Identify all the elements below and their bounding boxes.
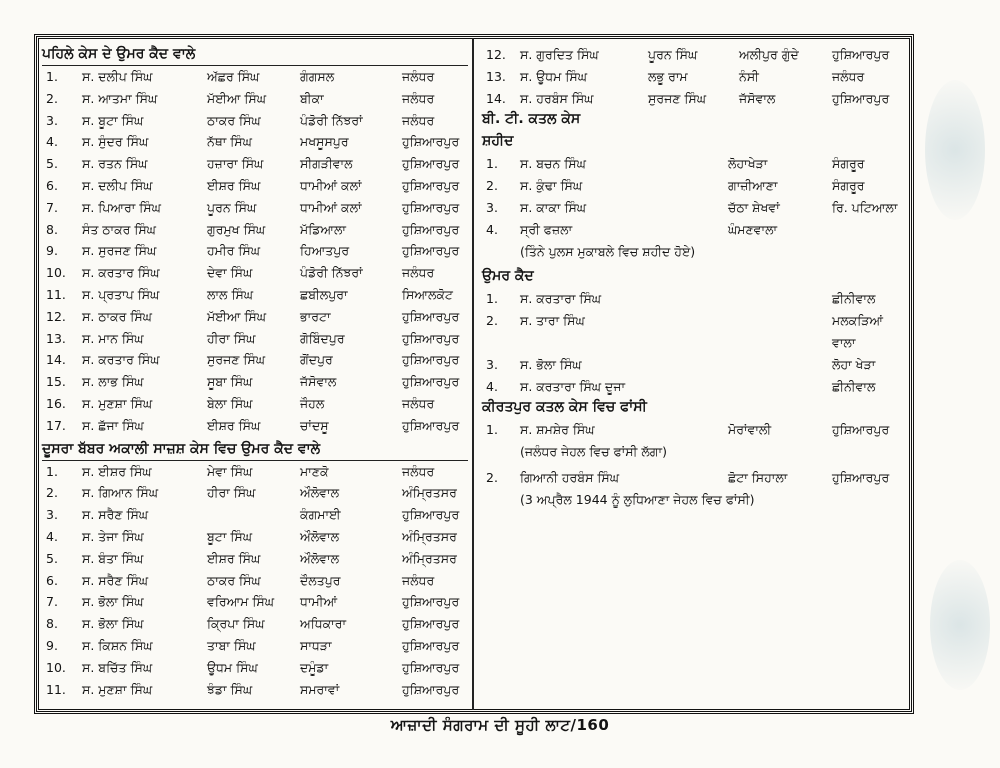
entry-number: 2. bbox=[486, 469, 498, 485]
entry-father: ਕ੍ਰਿਪਾ ਸਿੰਘ bbox=[207, 616, 265, 632]
entry-village: ਅਲੀਪੁਰ ਗੁੰਦੇ bbox=[739, 47, 799, 62]
list-item bbox=[42, 371, 468, 393]
second-case-continued-list bbox=[482, 44, 908, 109]
entry-father: ਗੁਰਮੁਖ ਸਿੰਘ bbox=[207, 221, 266, 237]
entry-num: 4. bbox=[46, 528, 58, 544]
entry-name: ਸ. ਛੱਜਾ ਸਿੰਘ bbox=[82, 417, 144, 433]
entry-father: ਸੁਰਜਣ ਸਿੰਘ bbox=[207, 352, 265, 368]
entry-name: ਸ. ਮਾਨ ਸਿੰਘ bbox=[82, 330, 144, 346]
list-item bbox=[42, 240, 468, 262]
entry-name: ਸ. ਈਸ਼ਰ ਸਿੰਘ bbox=[82, 463, 152, 479]
entry-father: ਠਾਕਰ ਸਿੰਘ bbox=[207, 112, 261, 128]
entry-name: ਸ. ਹਰਬੰਸ ਸਿੰਘ bbox=[520, 90, 594, 106]
entry-name: ਸ. ਬੂਟਾ ਸਿੰਘ bbox=[82, 112, 144, 128]
list-item bbox=[482, 467, 908, 489]
entry-village: ਅਧਿਕਾਰਾ bbox=[300, 616, 347, 632]
entry-district: ਜਲੰਧਰ bbox=[402, 90, 435, 106]
list-item bbox=[482, 66, 908, 88]
entry-father: ਨੱਥਾ ਸਿੰਘ bbox=[207, 134, 252, 150]
entry-father: ਊਧਮ ਸਿੰਘ bbox=[207, 659, 258, 675]
entry-name: ਸ. ਦਲੀਪ ਸਿੰਘ bbox=[82, 177, 153, 193]
entry-num: 6. bbox=[46, 177, 58, 193]
entry-father: ਮੱਈਆ ਸਿੰਘ bbox=[207, 308, 267, 324]
entry-district: ਰਿ. ਪਟਿਆਲਾ bbox=[832, 199, 898, 215]
entry-district: ਅੰਮ੍ਰਿਤਸਰ bbox=[402, 528, 457, 544]
entry-village: ਨੰਸੀ bbox=[739, 68, 759, 84]
entry-num: 8. bbox=[46, 221, 58, 237]
entry-village: ਕੰਗਮਾਈ bbox=[300, 507, 341, 523]
entry-district: ਹੁਸ਼ਿਆਰਪੁਰ bbox=[402, 243, 460, 259]
entry-district: ਛੀਨੀਵਾਲ bbox=[832, 378, 876, 394]
entry-num: 11. bbox=[46, 286, 66, 302]
list-item bbox=[42, 88, 468, 110]
entry-father: ਹੀਰਾ ਸਿੰਘ bbox=[207, 330, 256, 346]
list-item bbox=[42, 504, 468, 526]
entry-father: ਲਭੂ ਰਾਮ bbox=[648, 68, 688, 84]
entry-name: ਸ. ਰਤਨ ਸਿੰਘ bbox=[82, 156, 148, 172]
column-divider bbox=[472, 38, 474, 710]
entry-village: ਗੋਬਿੰਦਪੁਰ bbox=[300, 330, 345, 346]
list-item bbox=[482, 288, 908, 310]
entry-name: ਸ. ਮੁਣਸ਼ਾ ਸਿੰਘ bbox=[82, 681, 153, 697]
entry-district: ਜਲੰਧਰ bbox=[402, 572, 435, 588]
entry-father: ਅੱਛਰ ਸਿੰਘ bbox=[207, 69, 260, 84]
entry-district: ਹੁਸ਼ਿਆਰਪੁਰ bbox=[402, 417, 460, 433]
entry-num: 12. bbox=[46, 308, 66, 324]
entry-father: ਈਸ਼ਰ ਸਿੰਘ bbox=[207, 417, 261, 433]
entry-district: ਜਲੰਧਰ bbox=[402, 112, 435, 128]
first-case-list bbox=[42, 66, 468, 437]
entry-num: 9. bbox=[46, 637, 58, 653]
paper-stain bbox=[930, 560, 990, 690]
list-item bbox=[42, 393, 468, 415]
entry-num: 3. bbox=[46, 112, 58, 128]
entry-district: ਜਲੰਧਰ bbox=[402, 463, 435, 479]
entry-district: ਅੰਮ੍ਰਿਤਸਰ bbox=[402, 485, 457, 501]
entry-village: ਮੋਰਾਂਵਾਲੀ bbox=[728, 422, 772, 438]
list-item bbox=[482, 219, 908, 241]
entry-name: ਸ. ਕਰਤਾਰ ਸਿੰਘ bbox=[82, 265, 160, 281]
list-item bbox=[42, 461, 468, 483]
entry-num: 4. bbox=[486, 221, 498, 237]
entry-district: ਹੁਸ਼ਿਆਰਪੁਰ bbox=[402, 156, 460, 172]
entry-father: ਲਾਲ ਸਿੰਘ bbox=[207, 286, 254, 302]
entry-village: ਚੱਠਾ ਸ਼ੇਖਵਾਂ bbox=[728, 199, 780, 215]
list-item bbox=[42, 284, 468, 306]
second-case-list bbox=[42, 461, 468, 701]
entry-district: ਵਾਲਾ bbox=[832, 334, 856, 350]
entry-father: ਪੂਰਨ ਸਿੰਘ bbox=[207, 199, 257, 215]
entry-name: ਸ. ਪ੍ਰਤਾਪ ਸਿੰਘ bbox=[82, 286, 160, 302]
list-item bbox=[42, 175, 468, 197]
entry-name: ਸ. ਭੋਲਾ ਸਿੰਘ bbox=[520, 356, 582, 372]
entry-village: ਔਲੋਵਾਲ bbox=[300, 528, 340, 544]
entry-name: ਸ. ਸੁੰਦਰ ਸਿੰਘ bbox=[82, 134, 149, 150]
list-item bbox=[482, 354, 908, 376]
entry-district: ਹੁਸ਼ਿਆਰਪੁਰ bbox=[402, 221, 460, 237]
list-item bbox=[42, 657, 468, 679]
entry-num: 4. bbox=[486, 378, 498, 394]
entry-village: ਧਾਮੀਆਂ ਕਲਾਂ bbox=[300, 177, 362, 193]
entry-num: 14. bbox=[46, 352, 66, 368]
entry-name: ਸ. ਮੁਣਸ਼ਾ ਸਿੰਘ bbox=[82, 395, 153, 411]
entry-num: 16. bbox=[46, 395, 66, 411]
entry-village: ਪੰਡੋਰੀ ਨਿੱਝਰਾਂ bbox=[300, 265, 363, 281]
entry-num: 11. bbox=[46, 681, 66, 697]
entry-num: 4. bbox=[46, 134, 58, 150]
entry-father: ਝੰਡਾ ਸਿੰਘ bbox=[207, 681, 253, 697]
list-item bbox=[42, 197, 468, 219]
entry-name: ਸ. ਪਿਆਰਾ ਸਿੰਘ bbox=[82, 199, 161, 215]
entry-father: ਈਸ਼ਰ ਸਿੰਘ bbox=[207, 177, 261, 193]
entry-father: ਤਾਬਾ ਸਿੰਘ bbox=[207, 637, 256, 653]
paper-stain bbox=[925, 80, 985, 220]
list-item bbox=[42, 570, 468, 592]
entry-district: ਹੁਸ਼ਿਆਰਪੁਰ bbox=[402, 637, 460, 653]
entry-district: ਹੁਸ਼ਿਆਰਪੁਰ bbox=[832, 90, 890, 106]
entry-district: ਜਲੰਧਰ bbox=[402, 69, 435, 84]
entry-num: 2. bbox=[486, 178, 498, 194]
list-item bbox=[42, 262, 468, 284]
entry-district: ਹੁਸ਼ਿਆਰਪੁਰ bbox=[402, 330, 460, 346]
entry-father: ਹੀਰਾ ਸਿੰਘ bbox=[207, 485, 256, 501]
section-heading-bt-case: ਬੀ. ਟੀ. ਕਤਲ ਕੇਸ bbox=[482, 111, 581, 128]
entry-name: ਸ. ਬਚਨ ਸਿੰਘ bbox=[520, 156, 586, 172]
entry-village: ਪੰਡੋਰੀ ਨਿੱਝਰਾਂ bbox=[300, 112, 363, 128]
entry-village: ਬੀਕਾ bbox=[300, 90, 324, 106]
entry-district: ਜਲੰਧਰ bbox=[832, 68, 865, 84]
entry-village: ਸਾਧੜਾ bbox=[300, 637, 332, 653]
list-item bbox=[482, 88, 908, 110]
entry-father: ਬੂਟਾ ਸਿੰਘ bbox=[207, 528, 253, 544]
entry-village: ਮਾਣਕੋ bbox=[300, 463, 329, 479]
entry-name: ਸ. ਦਲੀਪ ਸਿੰਘ bbox=[82, 69, 153, 84]
entry-district: ਹੁਸ਼ਿਆਰਪੁਰ bbox=[402, 352, 460, 368]
entry-district: ਅੰਮ੍ਰਿਤਸਰ bbox=[402, 550, 457, 566]
entry-district: ਹੁਸ਼ਿਆਰਪੁਰ bbox=[402, 374, 460, 390]
entry-district: ਸੰਗਰੂਰ bbox=[832, 156, 865, 172]
entry-village: ਜੌਹਲ bbox=[300, 395, 325, 411]
list-item bbox=[42, 219, 468, 241]
entry-num: 3. bbox=[46, 507, 58, 523]
entry-district: ਜਲੰਧਰ bbox=[402, 265, 435, 281]
list-item bbox=[42, 635, 468, 657]
entry-num: 10. bbox=[46, 265, 66, 281]
entry-name: ਸ. ਊਧਮ ਸਿੰਘ bbox=[520, 68, 588, 84]
entry-name: ਸ. ਸਰੈਣ ਸਿੰਘ bbox=[82, 572, 149, 588]
list-item bbox=[42, 306, 468, 328]
entry-name: ਸ. ਸੁਰਜਣ ਸਿੰਘ bbox=[82, 243, 157, 259]
entry-father: ਪੂਰਨ ਸਿੰਘ bbox=[648, 47, 698, 62]
entry-district: ਹੁਸ਼ਿਆਰਪੁਰ bbox=[832, 469, 890, 485]
entry-name: ਸ. ਕੁੰਢਾ ਸਿੰਘ bbox=[520, 178, 583, 194]
list-item bbox=[482, 197, 908, 219]
entry-district: ਮਲਕੜਿਆਂ bbox=[832, 313, 884, 329]
entry-village: ਲੋਹਾਖੇੜਾ bbox=[728, 156, 768, 172]
entry-district: ਹੁਸ਼ਿਆਰਪੁਰ bbox=[402, 659, 460, 675]
entry-name: ਸ. ਬਚਿੱਤ ਸਿੰਘ bbox=[82, 659, 153, 675]
entry-district: ਹੁਸ਼ਿਆਰਪੁਰ bbox=[402, 507, 460, 523]
entry-num: 17. bbox=[46, 417, 66, 433]
entry-name: ਸ੍ਰੀ ਫਜ਼ਲਾ bbox=[520, 221, 573, 237]
entry-district: ਲੋਹਾ ਖੇੜਾ bbox=[832, 356, 876, 372]
entry-name: ਸ. ਕਰਤਾਰ ਸਿੰਘ bbox=[82, 352, 160, 368]
entry-district: ਸੰਗਰੂਰ bbox=[832, 178, 865, 194]
entry-village: ਔਲੋਵਾਲ bbox=[300, 550, 340, 566]
entry-father: ਹਮੀਰ ਸਿੰਘ bbox=[207, 243, 261, 259]
list-item bbox=[482, 153, 908, 175]
list-item bbox=[482, 310, 908, 332]
left-column bbox=[42, 44, 468, 700]
entry-father: ਹਜ਼ਾਰਾ ਸਿੰਘ bbox=[207, 156, 264, 172]
list-item bbox=[42, 591, 468, 613]
entry-district: ਹੁਸ਼ਿਆਰਪੁਰ bbox=[402, 594, 460, 610]
entry-num: 2. bbox=[486, 313, 498, 329]
entry-name: ਸ. ਭੋਲਾ ਸਿੰਘ bbox=[82, 616, 144, 632]
entry-name: ਸ. ਠਾਕਰ ਸਿੰਘ bbox=[82, 308, 152, 324]
section-heading-life-term: ਉਮਰ ਕੈਦ bbox=[482, 268, 534, 285]
entry-father: ਵਰਿਆਮ ਸਿੰਘ bbox=[207, 594, 275, 610]
section-heading-kiratpur: ਕੀਰਤਪੁਰ ਕਤਲ ਕੇਸ ਵਿਚ ਫਾਂਸੀ bbox=[482, 399, 647, 416]
entry-father: ਸੂਬਾ ਸਿੰਘ bbox=[207, 374, 253, 390]
entry-village: ਧਾਮੀਆਂ ਕਲਾਂ bbox=[300, 199, 362, 215]
entry-name: ਸ. ਕਰਤਾਰਾ ਸਿੰਘ bbox=[520, 291, 602, 307]
entry-father: ਮੇਵਾ ਸਿੰਘ bbox=[207, 463, 253, 479]
entry-num: 2. bbox=[46, 90, 58, 106]
entry-district: ਛੀਨੀਵਾਲ bbox=[832, 291, 876, 307]
entry-name: ਸ. ਤੇਜਾ ਸਿੰਘ bbox=[82, 528, 144, 544]
entry-district: ਹੁਸ਼ਿਆਰਪੁਰ bbox=[402, 308, 460, 324]
entry-num: 13. bbox=[46, 330, 66, 346]
list-item bbox=[42, 526, 468, 548]
section-heading-second-case: ਦੂਸਰਾ ਬੱਬਰ ਅਕਾਲੀ ਸਾਜ਼ਸ਼ ਕੇਸ ਵਿਚ ਉਮਰ ਕੈਦ ਵਾਲੇ bbox=[42, 439, 468, 461]
list-item bbox=[42, 482, 468, 504]
entry-village: ਘੰਮਣਵਾਲਾ bbox=[728, 221, 778, 237]
entry-num: 1. bbox=[46, 463, 58, 479]
entry-father: ਠਾਕਰ ਸਿੰਘ bbox=[207, 572, 261, 588]
entry-name: ਸ. ਸਰੈਣ ਸਿੰਘ bbox=[82, 507, 149, 523]
entry-name: ਸ. ਆਤਮਾ ਸਿੰਘ bbox=[82, 90, 158, 106]
entry-name: ਸ. ਗੁਰਦਿਤ ਸਿੰਘ bbox=[520, 47, 599, 62]
entry-name: ਸ. ਲਾਭ ਸਿੰਘ bbox=[82, 374, 144, 390]
page-footer: ਆਜ਼ਾਦੀ ਸੰਗਰਾਮ ਦੀ ਸੂਹੀ ਲਾਟ/160 bbox=[390, 716, 610, 734]
entry-father: ਮੱਈਆ ਸਿੰਘ bbox=[207, 90, 267, 106]
entry-village: ਦਮੂੰਡਾ bbox=[300, 659, 329, 675]
entry-village: ਧਾਮੀਆਂ bbox=[300, 594, 338, 610]
entry-village: ਭਾਰਟਾ bbox=[300, 308, 331, 324]
section-heading-first-case: ਪਹਿਲੇ ਕੇਸ ਦੇ ਉਮਰ ਕੈਦ ਵਾਲੇ bbox=[42, 44, 468, 66]
entry-father: ਦੇਵਾ ਸਿੰਘ bbox=[207, 265, 253, 281]
entry-village: ਮੱਡਿਆਲਾ bbox=[300, 221, 347, 237]
section-heading-martyrs: ਸ਼ਹੀਦ bbox=[482, 133, 514, 150]
entry-district: ਸਿਆਲਕੋਟ bbox=[402, 286, 453, 302]
entry-num: 7. bbox=[46, 199, 58, 215]
life-term-list bbox=[482, 288, 908, 397]
entry-father: ਬੇਲਾ ਸਿੰਘ bbox=[207, 395, 253, 411]
entry-num: 6. bbox=[46, 572, 58, 588]
entry-village: ਚਾਂਦਸੂ bbox=[300, 417, 329, 433]
entry-number: 1. bbox=[486, 422, 498, 438]
entry-district: ਜਲੰਧਰ bbox=[402, 395, 435, 411]
entry-num: 5. bbox=[46, 156, 58, 172]
list-item bbox=[482, 332, 908, 354]
entry-num: 1. bbox=[486, 156, 498, 172]
bt-case-note: (ਤਿੰਨੇ ਪੁਲਸ ਮੁਕਾਬਲੇ ਵਿਚ ਸ਼ਹੀਦ ਹੋਏ) bbox=[520, 243, 696, 259]
entry-district: ਹੁਸ਼ਿਆਰਪੁਰ bbox=[402, 134, 460, 150]
entry-village: ਜੱਸੋਵਾਲ bbox=[300, 374, 337, 390]
kiratpur-note-2: (3 ਅਪ੍ਰੈਲ 1944 ਨੂੰ ਲੁਧਿਆਣਾ ਜੇਹਲ ਵਿਚ ਫਾਂਸੀ) bbox=[520, 491, 755, 507]
list-item bbox=[482, 419, 908, 441]
kiratpur-note-1: (ਜਲੰਧਰ ਜੇਹਲ ਵਿਚ ਫਾਂਸੀ ਲੱਗਾ) bbox=[520, 444, 667, 460]
entry-num: 3. bbox=[486, 356, 498, 372]
bt-case-list bbox=[482, 153, 908, 240]
entry-num: 1. bbox=[486, 291, 498, 307]
entry-name: ਗਿਆਨੀ ਹਰਬੰਸ ਸਿੰਘ bbox=[520, 469, 620, 485]
entry-name: ਸ. ਬੰਤਾ ਸਿੰਘ bbox=[82, 550, 144, 566]
entry-village: ਛੋਟਾ ਸਿਹਾਲਾ bbox=[728, 469, 788, 485]
entry-name: ਸ. ਸ਼ਮਸ਼ੇਰ ਸਿੰਘ bbox=[520, 422, 595, 438]
entry-name: ਸ. ਕਰਤਾਰਾ ਸਿੰਘ ਦੂਜਾ bbox=[520, 378, 626, 394]
entry-num: 14. bbox=[486, 90, 506, 106]
list-item bbox=[42, 131, 468, 153]
entry-num: 3. bbox=[486, 199, 498, 215]
entry-village: ਛਬੀਲਪੁਰਾ bbox=[300, 286, 348, 302]
entry-num: 13. bbox=[486, 68, 506, 84]
list-item bbox=[42, 548, 468, 570]
entry-district: ਹੁਸ਼ਿਆਰਪੁਰ bbox=[832, 422, 890, 438]
list-item bbox=[42, 110, 468, 132]
entry-father: ਸੁਰਜਣ ਸਿੰਘ bbox=[648, 90, 706, 106]
entry-village: ਹਿਆਤਪੁਰ bbox=[300, 243, 350, 259]
list-item bbox=[42, 679, 468, 701]
entry-num: 15. bbox=[46, 374, 66, 390]
list-item bbox=[482, 175, 908, 197]
entry-name: ਸ. ਕਿਸ਼ਨ ਸਿੰਘ bbox=[82, 637, 153, 653]
entry-district: ਹੁਸ਼ਿਆਰਪੁਰ bbox=[402, 199, 460, 215]
entry-village: ਮਖਸੂਸਪੁਰ bbox=[300, 134, 349, 150]
entry-district: ਹੁਸ਼ਿਆਰਪੁਰ bbox=[402, 681, 460, 697]
list-item bbox=[42, 613, 468, 635]
entry-village: ਦੌਲਤਪੁਰ bbox=[300, 572, 341, 588]
list-item bbox=[42, 415, 468, 437]
entry-num: 7. bbox=[46, 594, 58, 610]
entry-father: ਈਸ਼ਰ ਸਿੰਘ bbox=[207, 550, 261, 566]
entry-num: 2. bbox=[46, 485, 58, 501]
entry-district: ਹੁਸ਼ਿਆਰਪੁਰ bbox=[832, 47, 890, 62]
entry-num: 1. bbox=[46, 69, 58, 84]
entry-village: ਗੰਗਸਲ bbox=[300, 69, 335, 84]
list-item bbox=[482, 376, 908, 398]
entry-village: ਜੱਸੋਵਾਲ bbox=[739, 90, 776, 106]
entry-village: ਗਾਜ਼ੀਆਣਾ bbox=[728, 178, 778, 194]
entry-district: ਹੁਸ਼ਿਆਰਪੁਰ bbox=[402, 616, 460, 632]
list-item bbox=[42, 328, 468, 350]
entry-village: ਸਮਰਾਵਾਂ bbox=[300, 681, 340, 697]
entry-num: 5. bbox=[46, 550, 58, 566]
entry-village: ਸੀਗੜੀਵਾਲ bbox=[300, 156, 353, 172]
list-item bbox=[42, 153, 468, 175]
entry-num: 10. bbox=[46, 659, 66, 675]
entry-num: 8. bbox=[46, 616, 58, 632]
entry-name: ਸ. ਗਿਆਨ ਸਿੰਘ bbox=[82, 485, 159, 501]
right-column bbox=[482, 44, 908, 511]
entry-village: ਗੋਂਦਪੁਰ bbox=[300, 352, 333, 368]
entry-village: ਔਲੋਵਾਲ bbox=[300, 485, 340, 501]
entry-name: ਸੰਤ ਠਾਕਰ ਸਿੰਘ bbox=[82, 221, 156, 237]
list-item bbox=[482, 44, 908, 66]
list-item bbox=[42, 349, 468, 371]
entry-num: 12. bbox=[486, 47, 506, 62]
entry-name: ਸ. ਤਾਰਾ ਸਿੰਘ bbox=[520, 313, 585, 329]
entry-num: 9. bbox=[46, 243, 58, 259]
entry-name: ਸ. ਕਾਕਾ ਸਿੰਘ bbox=[520, 199, 587, 215]
entry-district: ਹੁਸ਼ਿਆਰਪੁਰ bbox=[402, 177, 460, 193]
entry-name: ਸ. ਭੋਲਾ ਸਿੰਘ bbox=[82, 594, 144, 610]
list-item bbox=[42, 66, 468, 88]
